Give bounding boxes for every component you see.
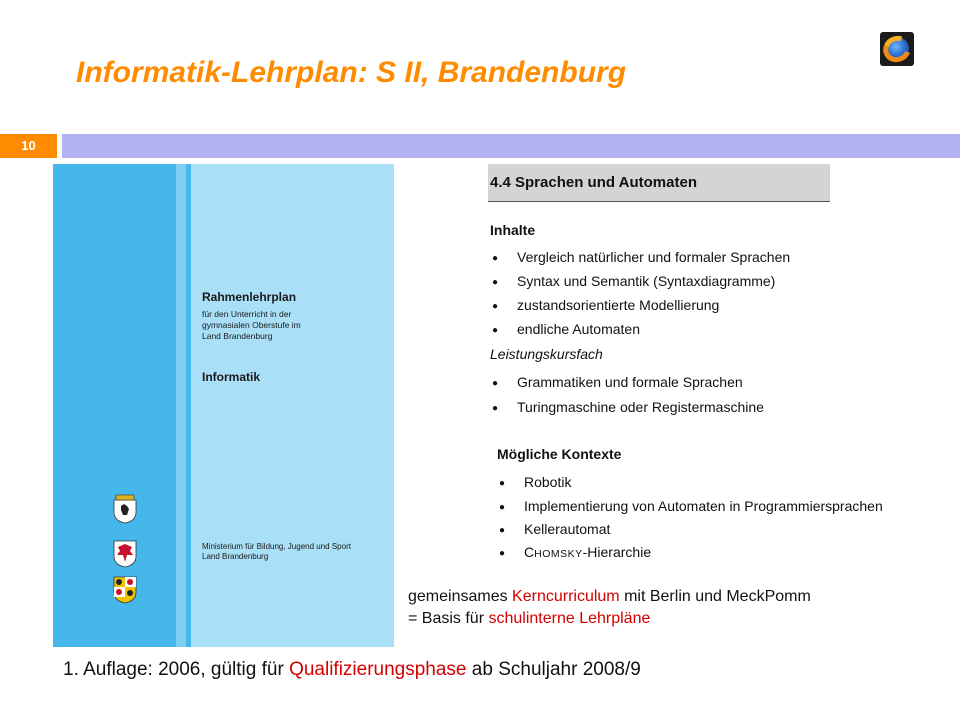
list-item: ● Vergleich natürlicher und formaler Sprachen	[492, 249, 791, 265]
cover-title: Rahmenlehrplan	[202, 290, 297, 304]
slide-title: Informatik-Lehrplan: S II, Brandenburg	[76, 56, 627, 89]
cover-subtitle-line: für den Unterricht in der	[202, 309, 292, 319]
curriculum-excerpt	[488, 164, 938, 564]
note-text-segment: = Basis für	[408, 610, 489, 627]
list-item: ● Kellerautomat	[499, 521, 611, 537]
chomsky-initial: C	[524, 544, 535, 560]
cover-subject: Informatik	[202, 370, 261, 384]
list-item-text: Robotik	[524, 474, 572, 490]
note-text-segment: gemeinsames	[408, 588, 513, 605]
list-item-text: Implementierung von Automaten in Programmiersprachen	[524, 498, 883, 514]
list-item: ● Grammatiken und formale Sprachen	[492, 374, 743, 390]
highlight-core-curriculum: Kerncurriculum	[512, 588, 620, 605]
note-text-segment: mit Berlin und MeckPomm	[619, 588, 811, 605]
footer-text	[63, 659, 641, 681]
list-item: ● Implementierung von Automaten in Programmiersprachen	[499, 498, 883, 514]
footer-text-segment: 1. Auflage: 2006, gültig für	[63, 659, 290, 680]
mecklenburg-vorpommern-crest-icon	[112, 574, 138, 604]
footer-text-segment: ab Schuljahr 2008/9	[466, 659, 641, 680]
list-item-text: Grammatiken und formale Sprachen	[517, 374, 743, 390]
chomsky-item-text	[524, 544, 651, 560]
contents-label: Inhalte	[490, 222, 536, 238]
fox-shape	[879, 31, 915, 66]
note-text	[408, 586, 811, 630]
brandenburg-crest-icon	[112, 538, 138, 568]
cover-band	[176, 164, 186, 647]
list-item-text: Turingmaschine oder Registermaschine	[517, 399, 764, 415]
contexts-label: Mögliche Kontexte	[497, 446, 622, 462]
note-line-2	[408, 608, 811, 630]
cover-ministry-line: Land Brandenburg	[202, 552, 269, 561]
list-item-text: Kellerautomat	[524, 521, 611, 537]
list-item: ● CHOMSKY-Hierarchie	[499, 544, 652, 560]
highlight-qualification-phase: Qualifizierungsphase	[289, 659, 467, 680]
cover-subtitle	[202, 309, 382, 342]
list-item: ● endliche Automaten	[492, 321, 640, 337]
list-item-text: endliche Automaten	[517, 321, 640, 337]
note-line-1	[408, 586, 811, 608]
chomsky-smallcaps: HOMSKY	[534, 548, 583, 560]
highlight-school-curricula: schulinterne Lehrpläne	[488, 610, 651, 627]
list-item: ● Robotik	[499, 474, 572, 490]
cover-ministry	[202, 542, 387, 562]
header-bar	[62, 134, 960, 158]
page-number: 10	[0, 134, 57, 158]
list-item: ● zustandsorientierte Modellierung	[492, 297, 720, 313]
list-item: ● Syntax und Semantik (Syntaxdiagramme)	[492, 273, 776, 289]
cover-band	[186, 164, 191, 647]
berlin-crest-icon	[112, 494, 138, 524]
list-item-text: Syntax und Semantik (Syntaxdiagramme)	[517, 273, 776, 289]
cover-ministry-line: Ministerium für Bildung, Jugend und Sport	[202, 542, 351, 551]
cover-subtitle-line: Land Brandenburg	[202, 331, 273, 341]
section-heading: 4.4 Sprachen und Automaten	[488, 164, 830, 202]
list-item-text: Vergleich natürlicher und formaler Sprachen	[517, 249, 791, 265]
firefox-icon	[880, 32, 914, 66]
list-item-text: zustandsorientierte Modellierung	[517, 297, 720, 313]
curriculum-cover-image	[53, 164, 394, 647]
chomsky-suffix: -Hierarchie	[582, 544, 652, 560]
advanced-course-label: Leistungskursfach	[490, 346, 603, 362]
list-item: ● Turingmaschine oder Registermaschine	[492, 399, 764, 415]
cover-subtitle-line: gymnasialen Oberstufe im	[202, 320, 301, 330]
